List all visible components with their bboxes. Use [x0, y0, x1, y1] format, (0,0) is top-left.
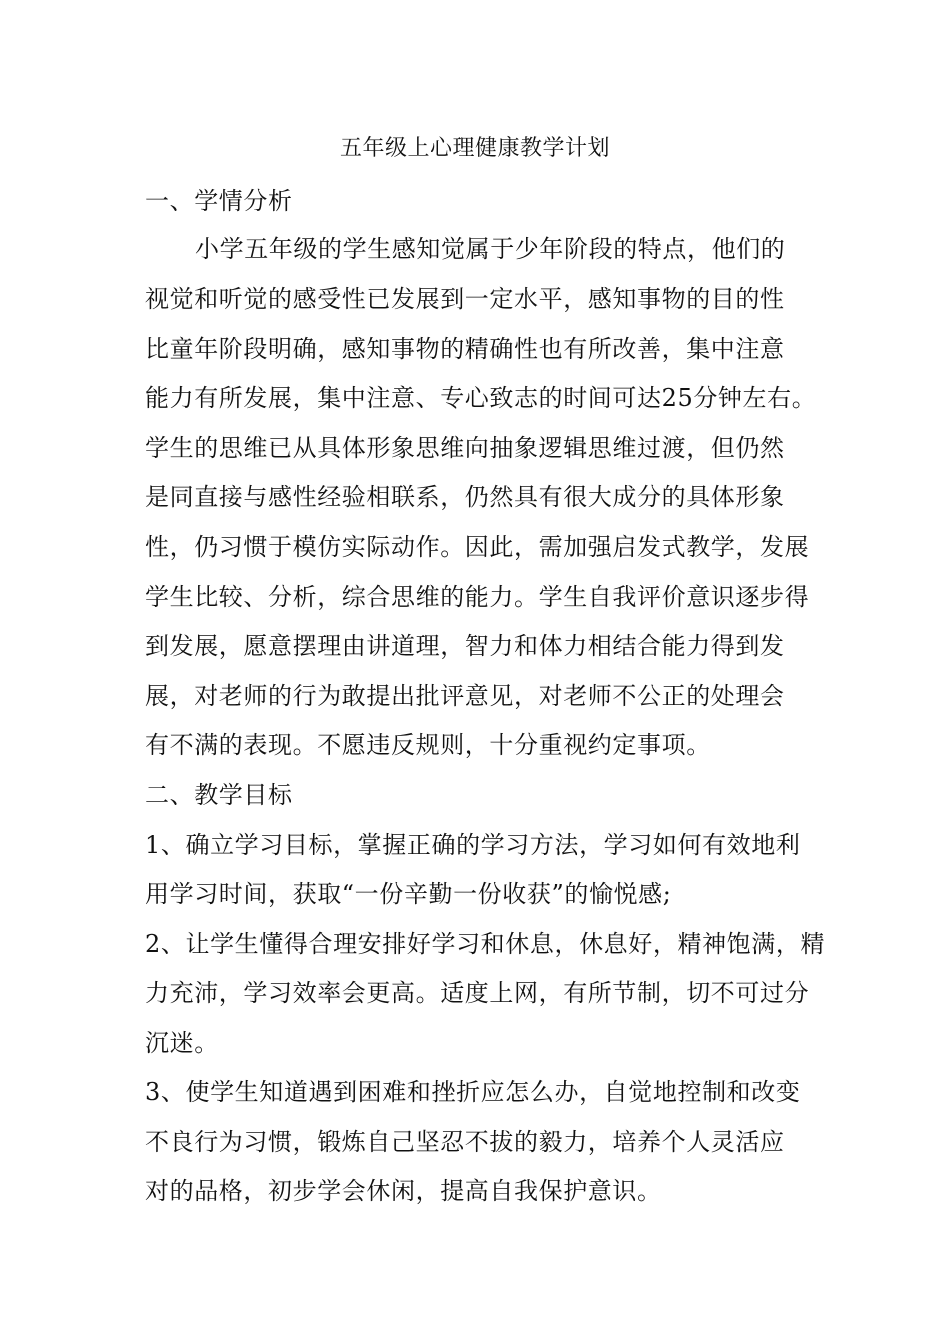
goal-line: 力充沛，学习效率会更高。适度上网，有所节制，切不可过分	[145, 979, 810, 1007]
paragraph-line: 学生比较、分析，综合思维的能力。学生自我评价意识逐步得	[145, 583, 810, 611]
goal-line: 2、让学生懂得合理安排好学习和休息，休息好，精神饱满，精	[145, 930, 826, 958]
paragraph-line: 小学五年级的学生感知觉属于少年阶段的特点，他们的	[195, 235, 786, 263]
paragraph-line: 能力有所发展，集中注意、专心致志的时间可达25分钟左右。	[145, 384, 817, 412]
section-heading-analysis: 一、学情分析	[145, 187, 293, 215]
goal-line: 用学习时间，获取“一份辛勤一份收获”的愉悦感;	[145, 880, 672, 908]
goal-line: 沉迷。	[145, 1029, 219, 1057]
paragraph-line: 是同直接与感性经验相联系，仍然具有很大成分的具体形象	[145, 483, 785, 511]
document-title: 五年级上心理健康教学计划	[339, 136, 610, 161]
goal-line: 不良行为习惯，锻炼自己坚忍不拔的毅力，培养个人灵活应	[145, 1128, 785, 1156]
paragraph-line: 性，仍习惯于模仿实际动作。因此，需加强启发式教学，发展	[145, 533, 810, 561]
paragraph-line: 到发展，愿意摆理由讲道理，智力和体力相结合能力得到发	[145, 632, 785, 660]
paragraph-line: 学生的思维已从具体形象思维向抽象逻辑思维过渡，但仍然	[145, 434, 785, 462]
paragraph-line: 有不满的表现。不愿违反规则，十分重视约定事项。	[145, 731, 711, 759]
paragraph-line: 视觉和听觉的感受性已发展到一定水平，感知事物的目的性	[145, 285, 785, 313]
goal-line: 1、确立学习目标，掌握正确的学习方法，学习如何有效地利	[145, 831, 801, 859]
paragraph-line: 比童年阶段明确，感知事物的精确性也有所改善，集中注意	[145, 335, 785, 363]
goal-line: 对的品格，初步学会休闲，提高自我保护意识。	[145, 1177, 662, 1205]
goal-line: 3、使学生知道遇到困难和挫折应怎么办，自觉地控制和改变	[145, 1078, 801, 1106]
section-heading-goals: 二、教学目标	[145, 781, 293, 809]
paragraph-line: 展，对老师的行为敢提出批评意见，对老师不公正的处理会	[145, 682, 785, 710]
